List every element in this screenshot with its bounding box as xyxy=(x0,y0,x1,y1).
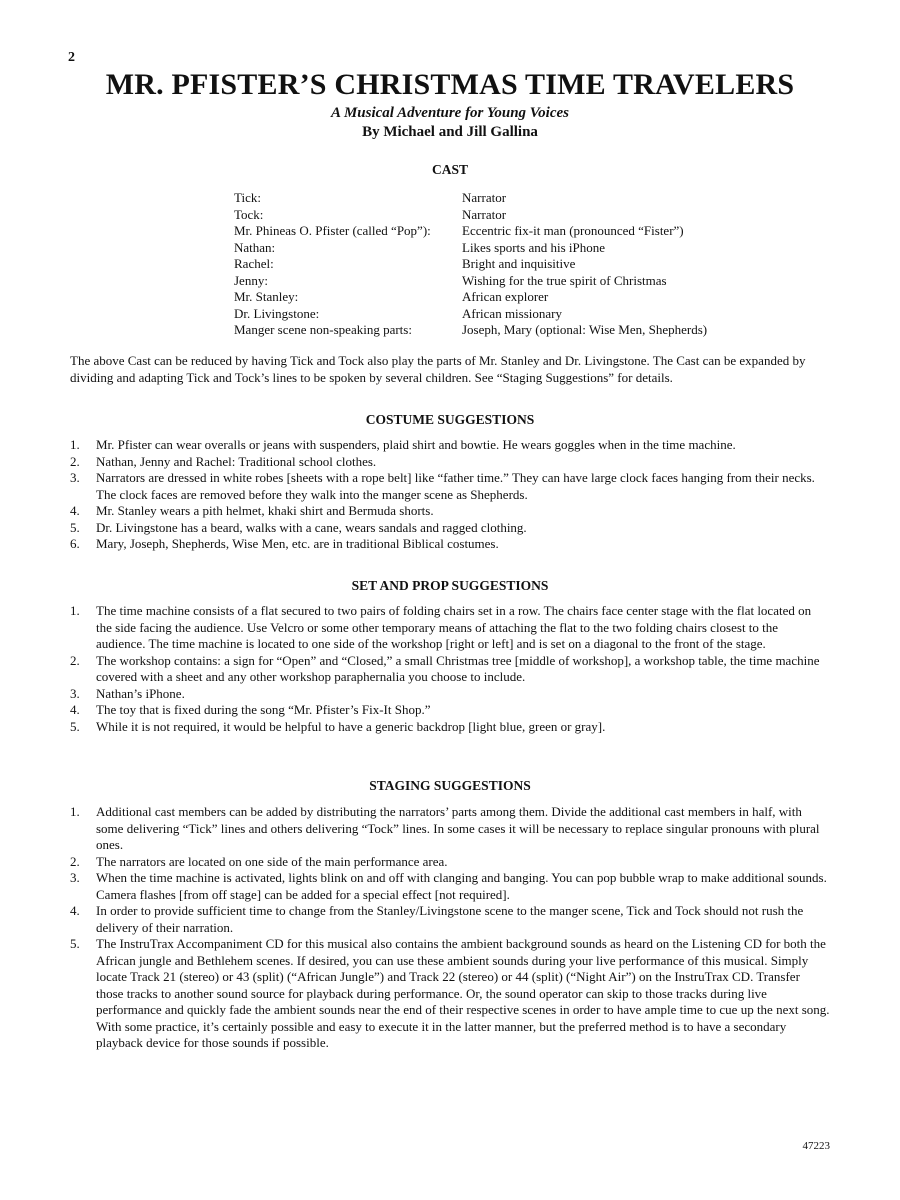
set-prop-list xyxy=(70,603,830,735)
authors: By Michael and Jill Gallina xyxy=(362,124,538,140)
item-text: Nathan’s iPhone. xyxy=(96,685,185,701)
item-number: 5. xyxy=(70,519,80,535)
item-number: 4. xyxy=(70,503,80,518)
list-item xyxy=(70,686,830,703)
cast-role: Mr. Phineas O. Pfister (called “Pop”): xyxy=(234,223,431,238)
item-number: 2. xyxy=(70,652,80,668)
item-text: Dr. Livingstone has a beard, walks with a cane, wears sandals and ragged clothing. xyxy=(96,519,527,535)
cast-description: African missionary xyxy=(462,305,563,321)
cast-heading: CAST xyxy=(431,162,468,177)
list-item xyxy=(70,520,830,537)
page-title: MR. PFISTER’S CHRISTMAS TIME TRAVELERS xyxy=(105,68,795,101)
list-item xyxy=(70,870,830,903)
set-prop-heading: SET AND PROP SUGGESTIONS xyxy=(351,578,549,593)
cast-table xyxy=(234,190,707,339)
list-item xyxy=(70,437,830,454)
cast-description: Narrator xyxy=(462,206,507,222)
cast-row xyxy=(234,289,707,306)
cast-description: Bright and inquisitive xyxy=(462,256,576,271)
item-number: 3. xyxy=(70,470,80,485)
list-item xyxy=(70,653,830,686)
item-text: Mary, Joseph, Shepherds, Wise Men, etc. are in traditional Biblical costumes. xyxy=(96,536,499,551)
item-text: While it is not required, it would be helpful to have a generic backdrop [light blue, green or gray]. xyxy=(96,718,606,734)
list-item xyxy=(70,470,830,503)
list-item xyxy=(70,719,830,736)
catalog-number: 47223 xyxy=(802,1140,830,1152)
cast-row xyxy=(234,240,707,257)
item-number: 4. xyxy=(70,903,80,918)
costume-heading: COSTUME SUGGESTIONS xyxy=(365,412,535,427)
cast-note: The above Cast can be reduced by having Tick and Tock also play the parts of Mr. Stanley and Dr. Livingstone. The Cast can be expanded by dividing and adapting Tick and Tock’s lines to be spoken by several children. See “Staging Suggestions” for details. xyxy=(70,353,806,385)
cast-row xyxy=(234,322,707,339)
list-item xyxy=(70,903,830,936)
item-text: The time machine consists of a flat secured to two pairs of folding chairs set in a row. The chairs face center stage with the flat located on the side facing the audience. Use Velcro or some other temporary means of attaching the flat to the two folding chairs closest to the audience. The time machine is located to one side of the workshop [right or left] and is set on a diagonal to the front of the stage. xyxy=(96,603,812,651)
item-number: 6. xyxy=(70,536,80,551)
costume-list xyxy=(70,437,830,553)
item-text: When the time machine is activated, lights blink on and off with clanging and banging. You can pop bubble wrap to make additional sounds. Camera flashes [from off stage] can be added for a special effect [not required]. xyxy=(96,870,827,902)
item-text: In order to provide sufficient time to change from the Stanley/Livingstone scene to the manger scene, Tick and Tock should not rush the delivery of their narration. xyxy=(96,903,804,935)
cast-description: African explorer xyxy=(462,289,549,304)
item-text: The narrators are located on one side of the main performance area. xyxy=(96,853,448,869)
cast-row xyxy=(234,273,707,290)
cast-row xyxy=(234,306,707,323)
subtitle: A Musical Adventure for Young Voices xyxy=(331,105,569,121)
cast-description: Eccentric fix-it man (pronounced “Fister”) xyxy=(462,223,684,238)
item-number: 2. xyxy=(70,453,80,469)
item-number: 3. xyxy=(70,685,80,701)
list-item xyxy=(70,503,830,520)
cast-role: Manger scene non-speaking parts: xyxy=(234,322,412,337)
cast-row xyxy=(234,223,707,240)
staging-heading: STAGING SUGGESTIONS xyxy=(369,778,531,793)
item-text: Narrators are dressed in white robes [sheets with a rope belt] like “father time.” They can have large clock faces hanging from their necks. The clock faces are removed before they walk into the manger scene as Shepherds. xyxy=(96,470,815,502)
cast-role: Tock: xyxy=(234,206,264,222)
list-item xyxy=(70,603,830,653)
cast-description: Joseph, Mary (optional: Wise Men, Shepherds) xyxy=(462,322,708,337)
cast-row xyxy=(234,256,707,273)
item-number: 1. xyxy=(70,804,80,819)
item-number: 4. xyxy=(70,702,80,717)
item-text: Additional cast members can be added by distributing the narrators’ parts among them. Divide the additional cast members in half, with some delivering “Tick” lines and others delivering “Tock” lines. In some cases it will be necessary to replace singular pronouns with plural ones. xyxy=(96,804,820,852)
item-text: Nathan, Jenny and Rachel: Traditional school clothes. xyxy=(96,453,377,469)
item-number: 2. xyxy=(70,853,80,869)
item-text: The toy that is fixed during the song “Mr. Pfister’s Fix-It Shop.” xyxy=(96,702,431,717)
staging-list xyxy=(70,804,830,1052)
cast-role: Dr. Livingstone: xyxy=(234,305,320,321)
item-text: The InstruTrax Accompaniment CD for this musical also contains the ambient background sounds as heard on the Listening CD for both the African jungle and Bethlehem scenes. If desired, you can use these ambient sounds during your live performance of this musical. Simply locate Track 21 (stereo) or 43 (split) (“African Jungle”) and Track 22 (stereo) or 44 (split) (“Night Air”) on the InstruTrax CD. Transfer those tracks to another sound source for playback during performance. Or, the sound operator can skip to those tracks during live performance and quickly fade the ambient sounds near the end of their respective scenes in order to have ample time to cue up the next song. With some practice, it’s certainly possible and easy to execute it in the latter manner, but the preferred method is to have a secondary playback device for those sounds if possible. xyxy=(96,936,830,1050)
item-number: 1. xyxy=(70,603,80,618)
cast-role: Nathan: xyxy=(234,239,276,255)
cast-description: Likes sports and his iPhone xyxy=(462,239,605,255)
cast-role: Mr. Stanley: xyxy=(234,289,299,304)
list-item xyxy=(70,702,830,719)
cast-role: Jenny: xyxy=(234,272,268,288)
cast-role: Rachel: xyxy=(234,256,274,271)
item-text: The workshop contains: a sign for “Open” and “Closed,” a small Christmas tree [middle of workshop], a workshop table, the time machine covered with a sheet and any other workshop paraphernalia you choose to include. xyxy=(96,652,820,684)
cast-description: Wishing for the true spirit of Christmas xyxy=(462,272,667,288)
cast-row xyxy=(234,207,707,224)
cast-row xyxy=(234,190,707,207)
item-number: 5. xyxy=(70,718,80,734)
list-item xyxy=(70,936,830,1052)
page-number: 2 xyxy=(68,50,75,65)
list-item xyxy=(70,854,830,871)
item-number: 3. xyxy=(70,870,80,885)
item-number: 1. xyxy=(70,437,80,452)
list-item xyxy=(70,804,830,854)
cast-description: Narrator xyxy=(462,190,507,205)
list-item xyxy=(70,536,830,553)
item-text: Mr. Stanley wears a pith helmet, khaki shirt and Bermuda shorts. xyxy=(96,503,434,518)
cast-role: Tick: xyxy=(234,190,261,205)
list-item xyxy=(70,454,830,471)
item-text: Mr. Pfister can wear overalls or jeans with suspenders, plaid shirt and bowtie. He wears goggles when in the time machine. xyxy=(96,437,736,452)
item-number: 5. xyxy=(70,936,80,951)
